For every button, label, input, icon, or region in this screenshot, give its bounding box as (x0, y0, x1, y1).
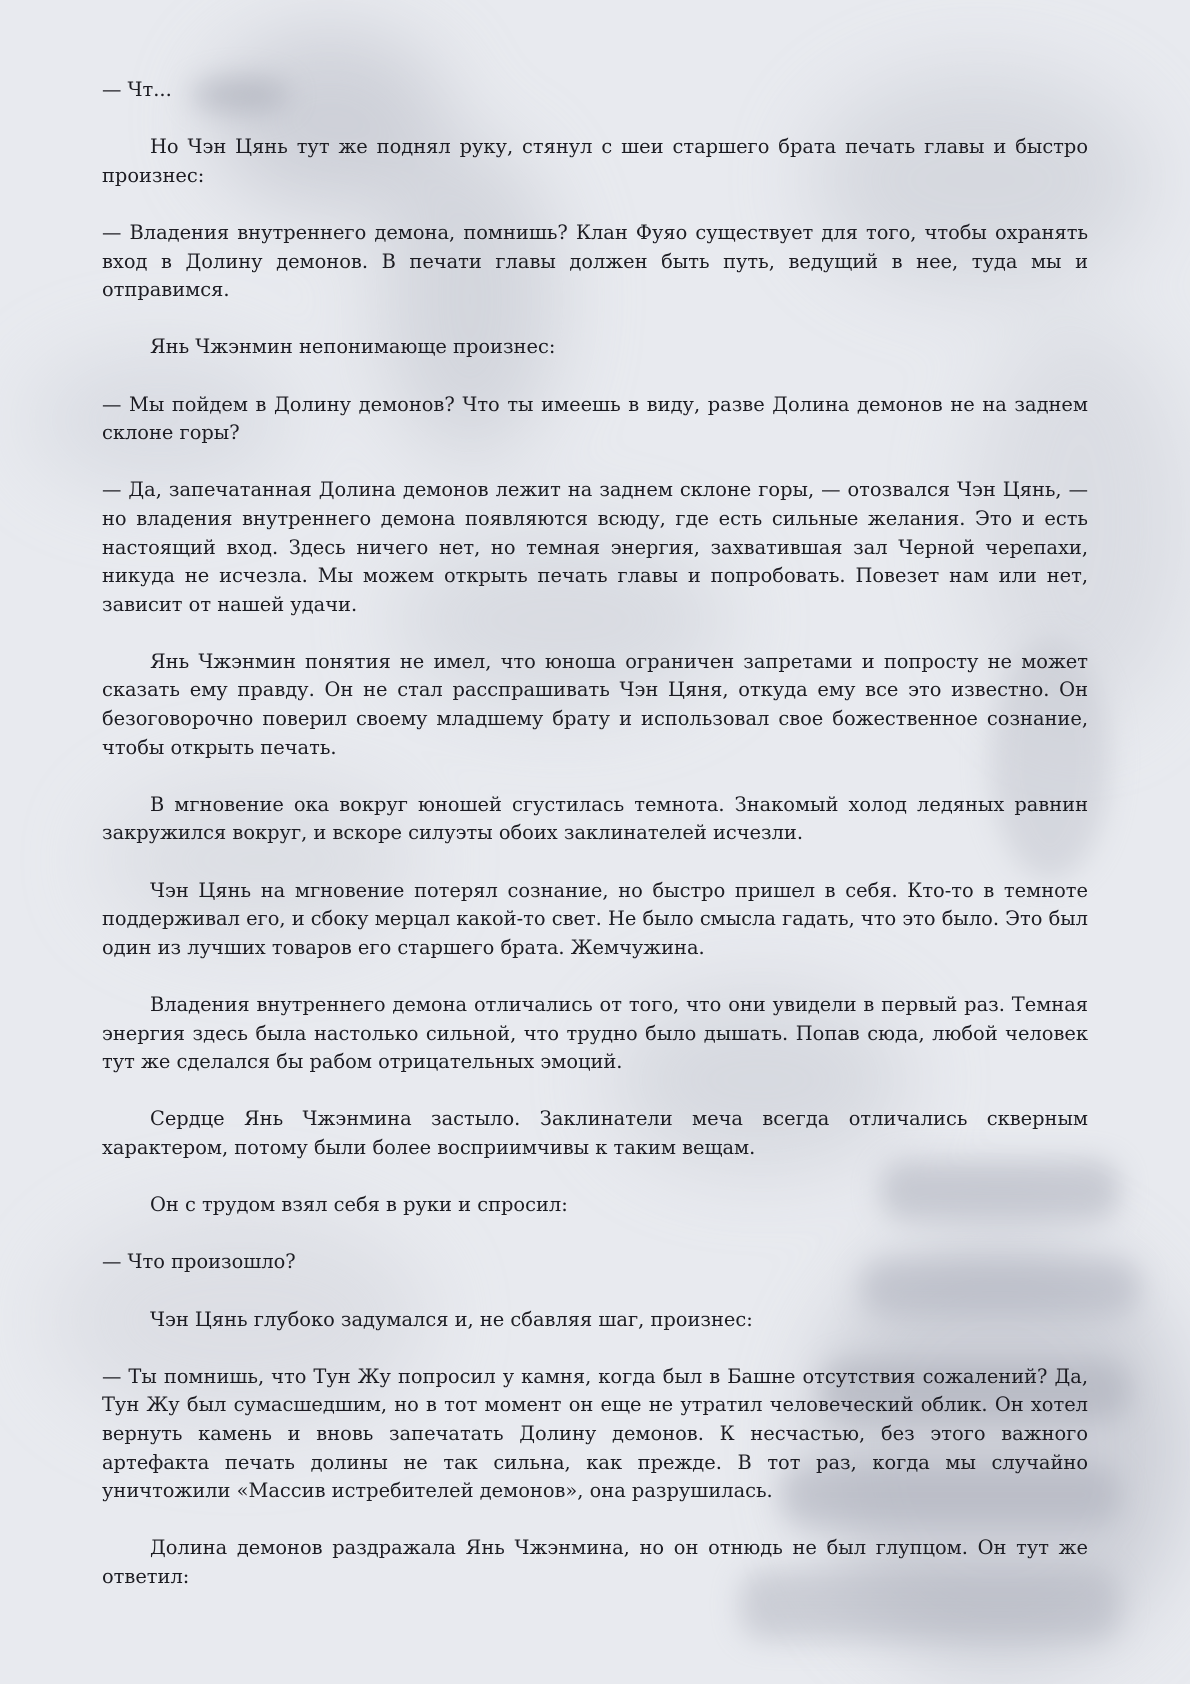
paragraph: Но Чэн Цянь тут же поднял руку, стянул с шеи старшего брата печать главы и быстро произнес: (102, 135, 1088, 187)
paragraph: — Чт... (102, 78, 172, 101)
paragraph: Чэн Цянь глубоко задумался и, не сбавляя шаг, произнес: (150, 1307, 753, 1331)
paragraph: — Да, запечатанная Долина демонов лежит на заднем склоне горы, — отозвался Чэн Цянь, — но владения внутреннего демона появляются всюду, где есть сильные желания. Это и есть настоящий вход. Здесь ничего нет, но темная энергия, захватившая зал Черной черепахи, никуда не исчезла. Мы можем открыть печать главы и попробовать. Повезет нам или нет, зависит от нашей удачи. (102, 478, 1088, 616)
paragraph: — Ты помнишь, что Тун Жу попросил у камня, когда был в Башне отсутствия сожалений? Да, Тун Жу был сумасшедшим, но в тот момент он еще не утратил человеческий облик. Он хотел вернуть камень и вновь запечатать Долину демонов. К несчастью, без этого важного артефакта печать долины не так сильна, как прежде. В тот раз, когда мы случайно уничтожили «Массив истребителей демонов», она разрушилась. (102, 1364, 1088, 1503)
paragraph: Янь Чжэнмин непонимающе произнес: (150, 335, 556, 359)
paragraph: — Что произошло? (102, 1250, 296, 1274)
paragraph: Владения внутреннего демона отличались от того, что они увидели в первый раз. Темная энергия здесь была настолько сильной, что трудно было дышать. Попав сюда, любой человек тут же сделался бы рабом отрицательных эмоций. (102, 993, 1088, 1074)
document-body (102, 76, 1088, 1591)
paragraph: Сердце Янь Чжэнмина застыло. Заклинатели меча всегда отличались скверным характером, потому были более восприимчивы к таким вещам. (102, 1107, 1088, 1159)
paragraph: Долина демонов раздражала Янь Чжэнмина, но он отнюдь не был глупцом. Он тут же ответил: (102, 1536, 1088, 1588)
paragraph: — Владения внутреннего демона, помнишь? Клан Фуяо существует для того, чтобы охранять вход в Долину демонов. В печати главы должен быть путь, ведущий в нее, туда мы и отправимся. (102, 220, 1088, 302)
paragraph: Чэн Цянь на мгновение потерял сознание, но быстро пришел в себя. Кто-то в темноте поддерживал его, и сбоку мерцал какой-то свет. Не было смысла гадать, что это было. Это был один из лучших товаров его старшего брата. Жемчужина. (102, 878, 1088, 959)
paragraph: Он с трудом взял себя в руки и спросил: (150, 1193, 568, 1217)
paragraph: Янь Чжэнмин понятия не имел, что юноша ограничен запретами и попросту не может сказать ему правду. Он не стал расспрашивать Чэн Цяня, откуда ему все это известно. Он безоговорочно поверил своему младшему брату и использовал свое божественное сознание, чтобы открыть печать. (102, 649, 1088, 759)
paragraph: В мгновение ока вокруг юношей сгустилась темнота. Знакомый холод ледяных равнин закружился вокруг, и вскоре силуэты обоих заклинателей исчезли. (102, 792, 1088, 845)
paragraph: — Мы пойдем в Долину демонов? Что ты имеешь в виду, разве Долина демонов не на заднем склоне горы? (102, 392, 1088, 445)
